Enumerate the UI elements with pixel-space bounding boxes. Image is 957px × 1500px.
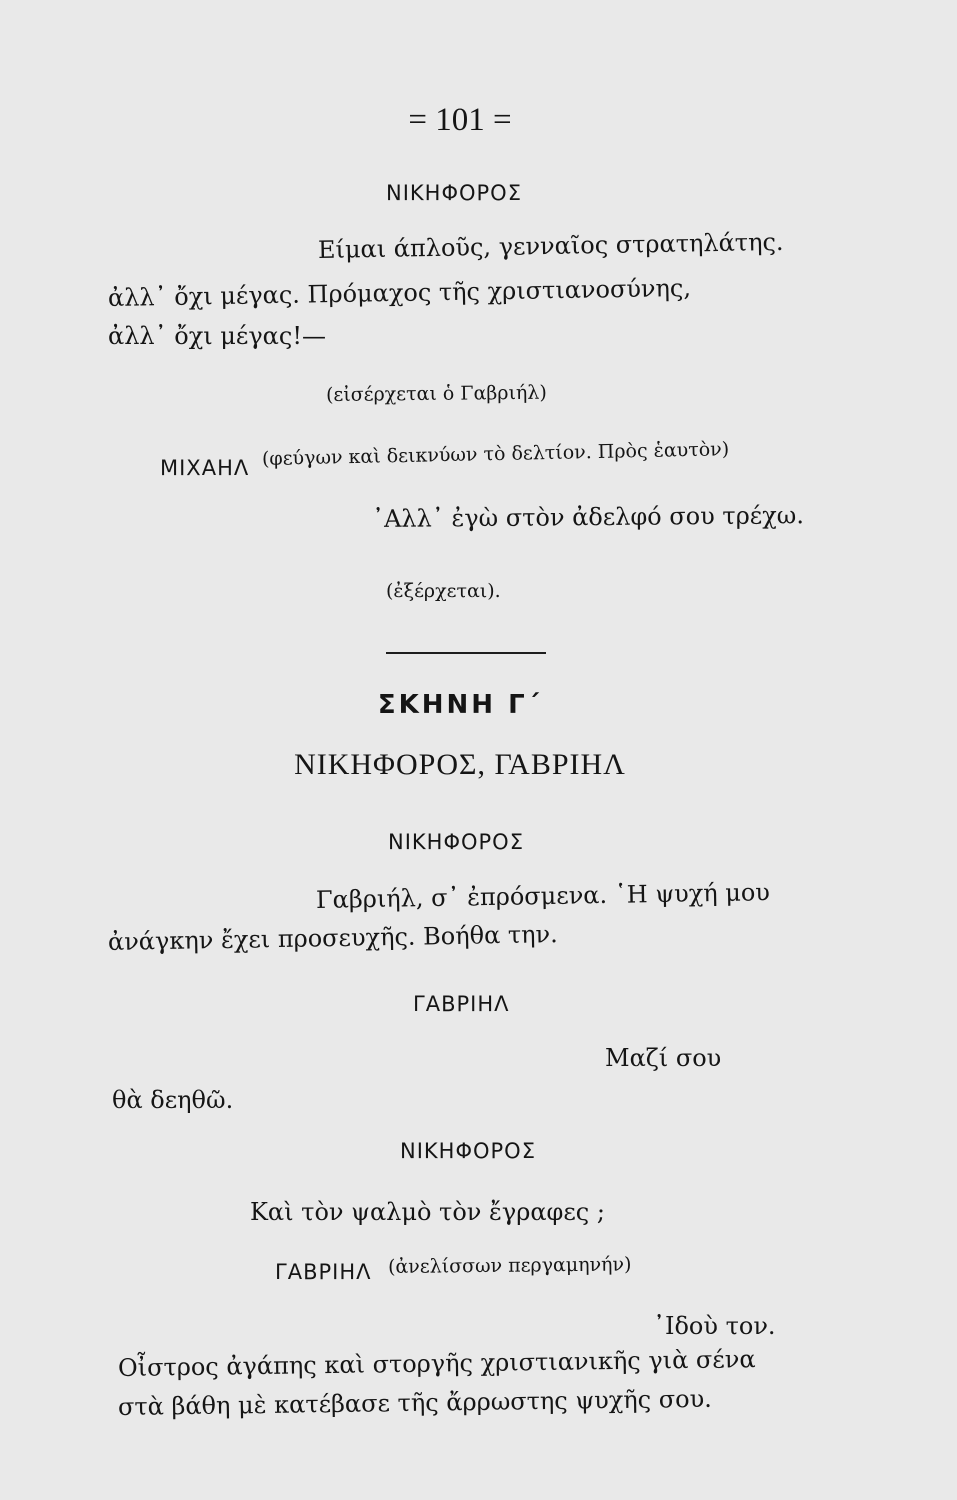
verse-line: θὰ δεηθῶ. (112, 1086, 234, 1114)
speaker-name: ΓΑΒΡΙΗΛ (413, 992, 510, 1016)
verse-line: στὰ βάθη μὲ κατέβασε τῆς ἄρρωστης ψυχῆς σου. (117, 1384, 713, 1421)
verse-line: ᾿Ιδοὺ τον. (653, 1312, 776, 1340)
speaker-name: ΝΙΚΗΦΟΡΟΣ (400, 1139, 536, 1163)
scene-characters: ΝΙΚΗΦΟΡΟΣ, ΓΑΒΡΙΗΛ (294, 748, 626, 781)
verse-line: Είμαι άπλοῦς, γενναῖος στρατηλάτης. (317, 227, 784, 264)
verse-line: ἀλλ᾿ ὄχι μέγας!— (108, 322, 326, 350)
verse-line: Καὶ τὸν ψαλμὸ τὸν ἔγραφες ; (250, 1198, 605, 1226)
verse-line: Οἶστρος ἀγάπης καὶ στοργῆς χριστιανικῆς γιὰ σένα (117, 1345, 756, 1382)
speaker-name: ΓΑΒΡΙΗΛ (275, 1260, 372, 1284)
stage-direction: (εἰσέρχεται ὁ Γαβριήλ) (325, 381, 547, 406)
stage-direction: (ἐξέρχεται). (386, 580, 501, 602)
stage-direction: (ἀνελίσσων περγαμηνήν) (387, 1253, 632, 1278)
verse-line: ᾿Αλλ᾿ ἐγὼ στὸν ἀδελφό σου τρέχω. (371, 501, 805, 533)
page-number: = 101 = (408, 102, 512, 138)
scene-title: ΣΚΗΝΗ Γ΄ (377, 690, 543, 720)
speaker-name: ΝΙΚΗΦΟΡΟΣ (388, 830, 524, 854)
section-divider (386, 652, 546, 654)
stage-direction: (φεύγων καὶ δεικνύων τὸ δελτίον. Πρὸς ἑαυτὸν) (261, 438, 730, 470)
verse-line: Γαβριήλ, σ᾿ ἐπρόσμενα. ῾Η ψυχή μου (315, 878, 771, 914)
speaker-name: ΝΙΚΗΦΟΡΟΣ (386, 181, 522, 205)
verse-line: ἀλλ᾿ ὄχι μέγας. Πρόμαχος τῆς χριστιανοσύνης, (107, 273, 692, 312)
verse-line: ἀνάγκην ἔχει προσευχῆς. Βοήθα την. (107, 920, 559, 956)
verse-line: Μαζί σου (605, 1044, 722, 1072)
speaker-name: ΜΙΧΑΗΛ (160, 456, 250, 480)
